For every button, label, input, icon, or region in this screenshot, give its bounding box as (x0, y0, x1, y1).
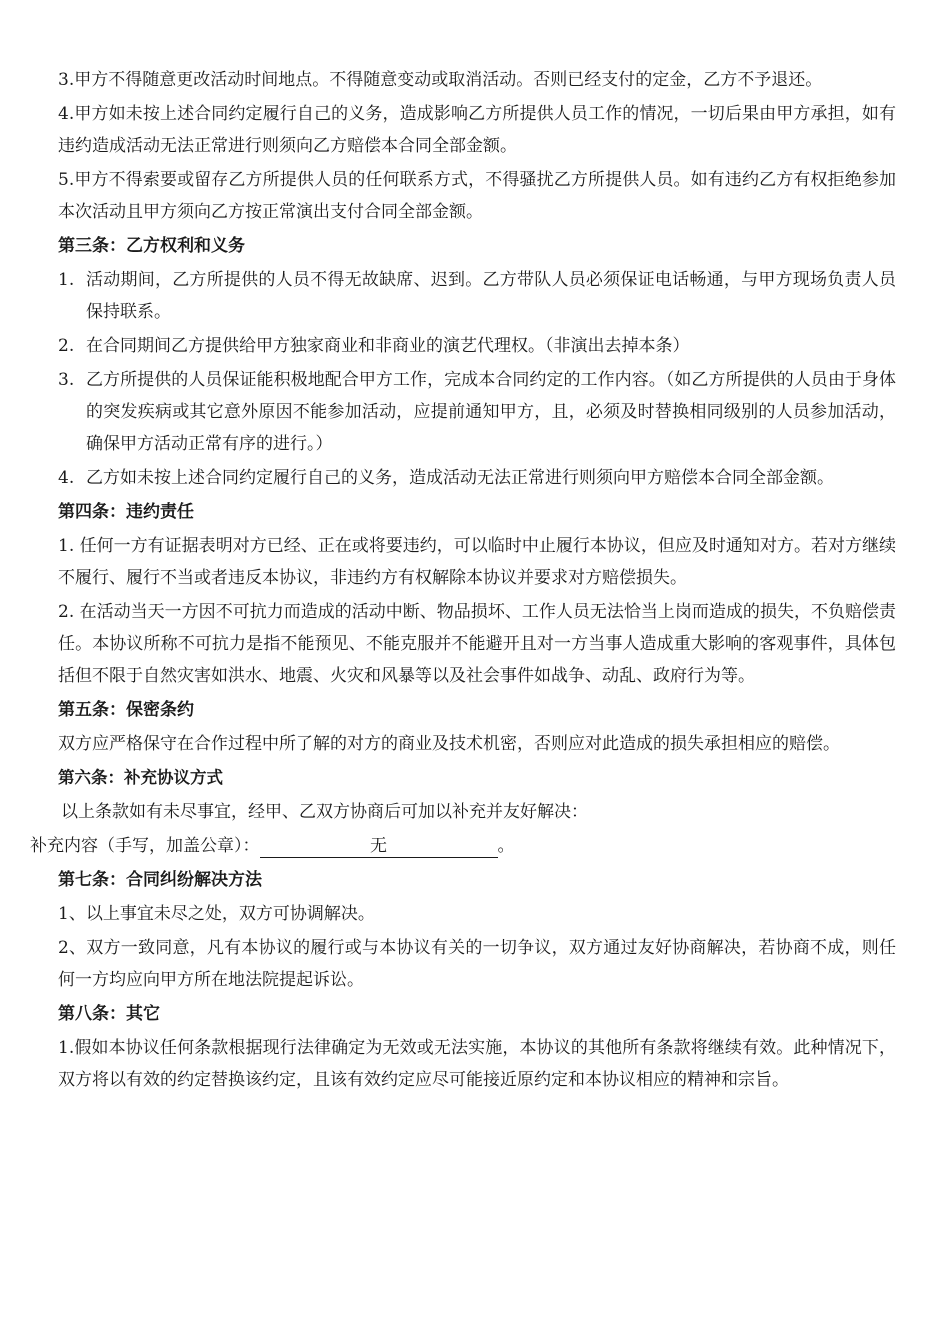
section-4-heading: 第四条：违约责任 (58, 502, 194, 522)
list-item (58, 330, 896, 362)
clause-2-4: 4.甲方如未按上述合同约定履行自己的义务，造成影响乙方所提供人员工作的情况，一切后果由甲方承担，如有违约造成活动无法正常进行则须向乙方赔偿本合同全部金额。 (58, 104, 896, 156)
section-3-list (58, 264, 896, 494)
section-4-para-2: 2. 在活动当天一方因不可抗力而造成的活动中断、物品损坏、工作人员无法恰当上岗而造成的损失，不负赔偿责任。本协议所称不可抗力是指不能预见、不能克服并不能避开且对一方当事人造成重大影响的客观事件，具体包括但不限于自然灾害如洪水、地震、火灾和风暴等以及社会事件如战争、动乱、政府行为等。 (58, 602, 896, 686)
supplement-field[interactable]: 无 (260, 835, 498, 858)
section-8-para: 1.假如本协议任何条款根据现行法律确定为无效或无法实施，本协议的其他所有条款将继续有效。此种情况下，双方将以有效的约定替换该约定，且该有效约定应尽可能接近原约定和本协议相应的精神和宗旨。 (58, 1038, 896, 1090)
list-item-number: 4. (58, 468, 75, 488)
list-item (58, 364, 896, 460)
section-3-heading: 第三条：乙方权利和义务 (58, 236, 245, 256)
supplement-line (30, 830, 868, 862)
list-item-text: 在合同期间乙方提供给甲方独家商业和非商业的演艺代理权。（非演出去掉本条） (86, 336, 690, 356)
supplement-end: 。 (497, 836, 515, 856)
contract-page (30, 64, 896, 1098)
list-item-number: 3. (58, 370, 75, 390)
section-6-heading: 第六条：补充协议方式 (58, 768, 223, 787)
supplement-label: 补充内容（手写，加盖公章）： (30, 836, 260, 856)
clause-2-5: 5.甲方不得索要或留存乙方所提供人员的任何联系方式，不得骚扰乙方所提供人员。如有违约乙方有权拒绝参加本次活动且甲方须向乙方按正常演出支付合同全部金额。 (58, 170, 896, 222)
section-6-para: 以上条款如有未尽事宜，经甲、乙双方协商后可加以补充并友好解决： (61, 802, 588, 822)
list-item-text: 乙方如未按上述合同约定履行自己的义务，造成活动无法正常进行则须向甲方赔偿本合同全部金额。 (86, 468, 834, 488)
section-4-para-1: 1. 任何一方有证据表明对方已经、正在或将要违约，可以临时中止履行本协议，但应及时通知对方。若对方继续不履行、履行不当或者违反本协议，非违约方有权解除本协议并要求对方赔偿损失。 (58, 536, 896, 588)
list-item-text: 乙方所提供的人员保证能积极地配合甲方工作，完成本合同约定的工作内容。（如乙方所提供的人员由于身体的突发疾病或其它意外原因不能参加活动，应提前通知甲方，且，必须及时替换相同级别的人员参加活动，确保甲方活动正常有序的进行。） (86, 370, 896, 454)
section-7-para-2: 2、双方一致同意，凡有本协议的履行或与本协议有关的一切争议，双方通过友好协商解决，若协商不成，则任何一方均应向甲方所在地法院提起诉讼。 (58, 938, 896, 990)
list-item-number: 2. (58, 336, 75, 356)
section-7-para-1: 1、以上事宜未尽之处，双方可协调解决。 (58, 904, 375, 924)
section-5-para: 双方应严格保守在合作过程中所了解的对方的商业及技术机密，否则应对此造成的损失承担相应的赔偿。 (58, 734, 840, 754)
list-item-number: 1. (58, 270, 75, 290)
list-item-text: 活动期间，乙方所提供的人员不得无故缺席、迟到。乙方带队人员必须保证电话畅通，与甲方现场负责人员保持联系。 (86, 270, 896, 322)
section-8-heading: 第八条：其它 (58, 1004, 160, 1024)
clause-2-3: 3.甲方不得随意更改活动时间地点。不得随意变动或取消活动。否则已经支付的定金，乙方不予退还。 (58, 70, 823, 90)
section-7-heading: 第七条：合同纠纷解决方法 (58, 870, 262, 890)
list-item (58, 264, 896, 328)
section-5-heading: 第五条：保密条约 (58, 700, 194, 720)
list-item (58, 462, 896, 494)
